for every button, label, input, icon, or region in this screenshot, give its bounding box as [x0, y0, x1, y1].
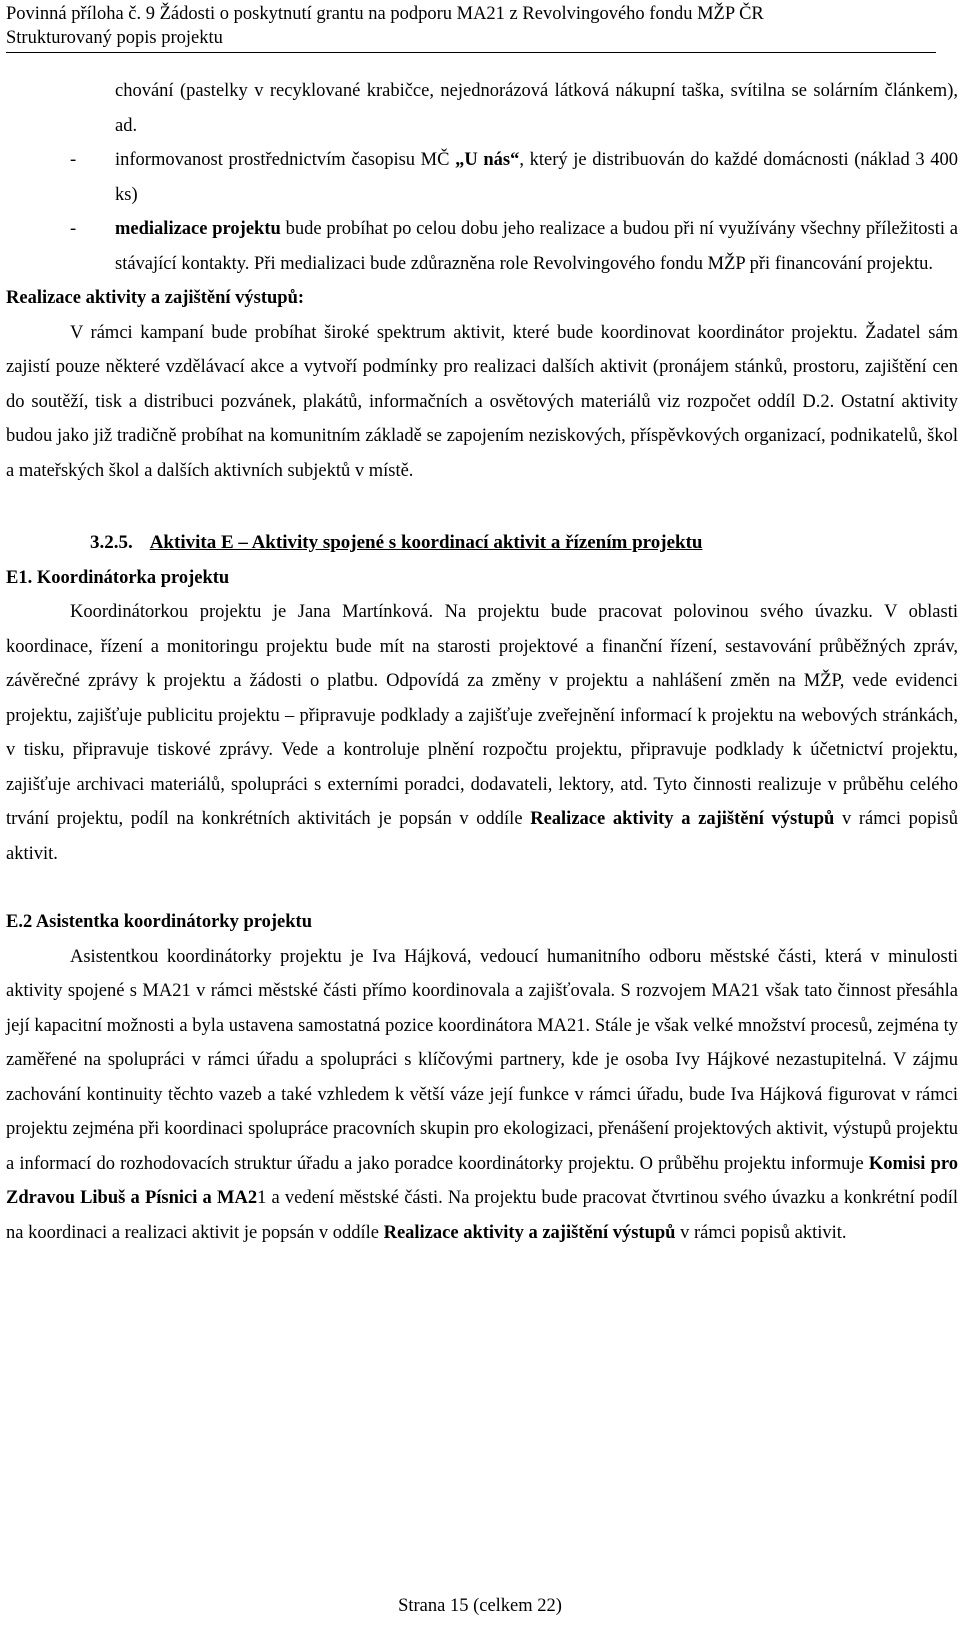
bullet-item-informovanost: [6, 143, 958, 212]
page-header: [6, 2, 936, 53]
section-title-text: Aktivita E – Aktivity spojené s koordinací aktivit a řízením projektu: [149, 532, 703, 553]
header-subtitle: Strukturovaný popis projektu: [6, 26, 936, 53]
e2-paragraph: [6, 940, 958, 1251]
spacer: [6, 871, 958, 905]
page-footer: Strana 15 (celkem 22): [398, 1596, 562, 1616]
e2-heading: E.2 Asistentka koordinátorky projektu: [6, 912, 312, 932]
e1-text: Koordinátorkou projektu je Jana Martínková. Na projektu bude pracovat polovinou svého úvazku. V oblasti koordinace, řízení a monitoringu projektu bude mít na starosti projektové a finanční řízení, sestavování průběžných zpráv, závěrečné zprávy k projektu a žádosti o platbu. Odpovídá za změny v projektu a nahlášení změn na MŽP, vede evidenci projektu, zajišťuje publicitu projektu – připravuje podklady a zajišťuje zveřejnění informací k projektu na webových stránkách, v tisku, připravuje tiskové zprávy. Vede a kontroluje plnění rozpočtu projektu, připravuje podklady k účetnictví projektu, zajišťuje archivaci materiálů, spolupráci s externími poradci, dodavateli, lektory, atd. Tyto činnosti realizuje v průběhu celého trvání projektu, podíl na konkrétních aktivitách je popsán v oddíle: [6, 602, 958, 829]
e1-text-end: v rámci popisů aktivit.: [6, 809, 959, 864]
bullet-continuation: chování (pastelky v recyklované krabičce, nejednorázová látková nákupní taška, svítilna se solárním článkem), ad.: [115, 81, 958, 136]
bullet-text: informovanost prostřednictvím časopisu MČ: [115, 150, 456, 170]
realizace-heading: Realizace aktivity a zajištění výstupů:: [6, 288, 305, 308]
e1-heading: E1. Koordinátorka projektu: [6, 567, 230, 588]
bullet-list: [6, 74, 958, 281]
bullet-dash: -: [70, 150, 77, 170]
bullet-text: , který je distribuován do každé domácnosti (náklad 3 400 ks): [115, 150, 958, 205]
header-title: Povinná příloha č. 9 Žádosti o poskytnutí grantu na podporu MA21 z Revolvingového fondu MŽP ČR: [6, 4, 764, 24]
bullet-item-medializace: [6, 212, 958, 281]
realizace-paragraph: V rámci kampaní bude probíhat široké spektrum aktivit, které bude koordinovat koordinátor projektu. Žadatel sám zajistí pouze některé vzdělávací akce a vytvoří podmínky pro realizaci dalších aktivit (pronájem stánků, prostoru, zajištění cen do soutěží, tisk a distribuci pozvánek, plakátů, informačních a osvětových materiálů viz rozpočet oddíl D.2. Ostatní aktivity budou jako již tradičně probíhat na komunitním základě se zapojením neziskových, příspěvkových organizací, podnikatelů, škol a mateřských škol a dalších aktivních subjektů v místě.: [6, 322, 958, 481]
section-title: [6, 526, 958, 561]
e2-text-end: v rámci popisů aktivit.: [675, 1222, 847, 1243]
e2-text-mid: 1 a vedení městské části. Na projektu bude pracovat čtvrtinou svého úvazku a konkrétní podíl na koordinaci a realizaci aktivit je popsán v oddíle: [6, 1188, 958, 1243]
bullet-bold-text: medializace projektu: [115, 219, 281, 239]
section-number: 3.2.5.: [90, 532, 133, 553]
e2-text: Asistentkou koordinátorky projektu je Iva Hájková, vedoucí humanitního odboru městské části, která v minulosti aktivity spojené s MA21 v rámci městské části přímo koordinovala a zajišťovala. S rozvojem MA21 však tato činnost přesáhla její kapacitní možnosti a byla ustavena samostatná pozice koordinátora MA21. Stále je však velké množství procesů, zejména ty zaměřené na spolupráci v rámci úřadu a spolupráci s klíčovými partnery, kde je osoba Ivy Hájkové nezastupitelná. V zájmu zachování kontinuity těchto vazeb a také vzhledem k větší váze její funkce v rámci úřadu, bude Iva Hájková figurovat v rámci projektu zejména při koordinaci spolupráce pracovních skupin pro ekologizaci, přenášení projektových aktivit, výstupů projektu a informací do rozhodovacích struktur úřadu a jako poradce koordinátorky projektu. O průběhu projektu informuje: [6, 946, 958, 1174]
bullet-bold-text: „U nás“: [455, 150, 520, 170]
bullet-text: bude probíhat po celou dobu jeho realizace a budou při ní využívány všechny příležitosti a stávající kontakty. Při medializaci bude zdůrazněna role Revolvingového fondu MŽP při financování projektu.: [115, 219, 958, 274]
e2-bold-text: Komisi pro Zdravou Libuš a Písnici a MA2: [6, 1153, 958, 1208]
bullet-dash: -: [70, 219, 77, 239]
e2-bold-text-2: Realizace aktivity a zajištění výstupů: [383, 1222, 676, 1243]
document-body: [6, 74, 958, 1250]
e1-paragraph: [6, 595, 958, 871]
e1-bold-text: Realizace aktivity a zajištění výstupů: [530, 809, 835, 829]
